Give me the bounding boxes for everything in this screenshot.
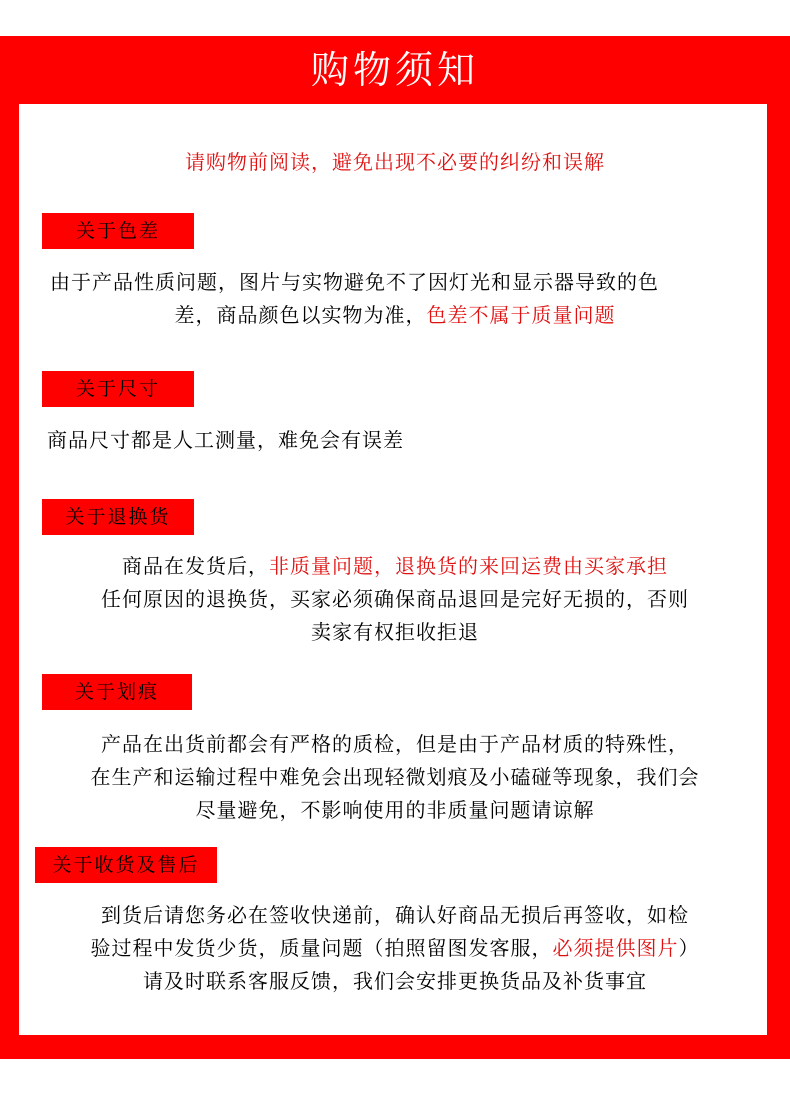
section-tag-scratches: 关于划痕 [42, 674, 192, 710]
line-text: 验过程中发货少货，质量问题（拍照留图发客服， [90, 936, 553, 960]
section-line [20, 616, 770, 649]
section-line [20, 794, 770, 827]
section-body-returns [20, 550, 770, 649]
line-text: 商品在发货后， [122, 554, 269, 578]
section-tag-after-sales: 关于收货及售后 [35, 847, 217, 883]
line-text: 尽量避免，不影响使用的非质量问题请谅解 [195, 798, 595, 822]
section-body-after-sales [20, 899, 770, 998]
line-text: 差，商品颜色以实物为准， [174, 303, 427, 327]
line-text-tail: ） [678, 936, 700, 960]
section-body-scratches [20, 728, 770, 827]
section-line [0, 266, 790, 299]
line-highlight: 必须提供图片 [552, 936, 679, 960]
line-text: 请及时联系客服反馈，我们会安排更换货品及补货事宜 [143, 969, 647, 993]
intro-notice: 请购物前阅读，避免出现不必要的纠纷和误解 [185, 150, 605, 174]
section-body-color-difference [0, 266, 790, 332]
section-tag-returns: 关于退换货 [42, 499, 194, 535]
line-text: 由于产品性质问题，图片与实物避免不了因灯光和显示器导致的色 [50, 270, 659, 294]
section-line [20, 932, 770, 965]
line-text: 产品在出货前都会有严格的质检，但是由于产品材质的特殊性， [101, 732, 689, 756]
line-text: 任何原因的退换货，买家必须确保商品退回是完好无损的，否则 [101, 587, 689, 611]
line-text: 在生产和运输过程中难免会出现轻微划痕及小磕碰等现象，我们会 [90, 765, 700, 789]
section-tag-color-difference: 关于色差 [42, 213, 194, 249]
section-line [20, 728, 770, 761]
section-line [20, 965, 770, 998]
section-line [20, 583, 770, 616]
section-line [47, 424, 767, 457]
section-line [20, 761, 770, 794]
line-text: 卖家有权拒收拒退 [311, 620, 479, 644]
section-body-size [47, 424, 767, 457]
line-highlight: 非质量问题，退换货的来回运费由买家承担 [269, 554, 668, 578]
section-tag-size: 关于尺寸 [42, 371, 194, 407]
section-line [20, 550, 770, 583]
line-text: 商品尺寸都是人工测量，难免会有误差 [47, 428, 404, 452]
section-line [0, 299, 790, 332]
page-title: 购物须知 [310, 48, 479, 92]
section-line [20, 899, 770, 932]
line-highlight: 色差不属于质量问题 [426, 303, 616, 327]
line-text: 到货后请您务必在签收快递前，确认好商品无损后再签收，如检 [101, 903, 689, 927]
